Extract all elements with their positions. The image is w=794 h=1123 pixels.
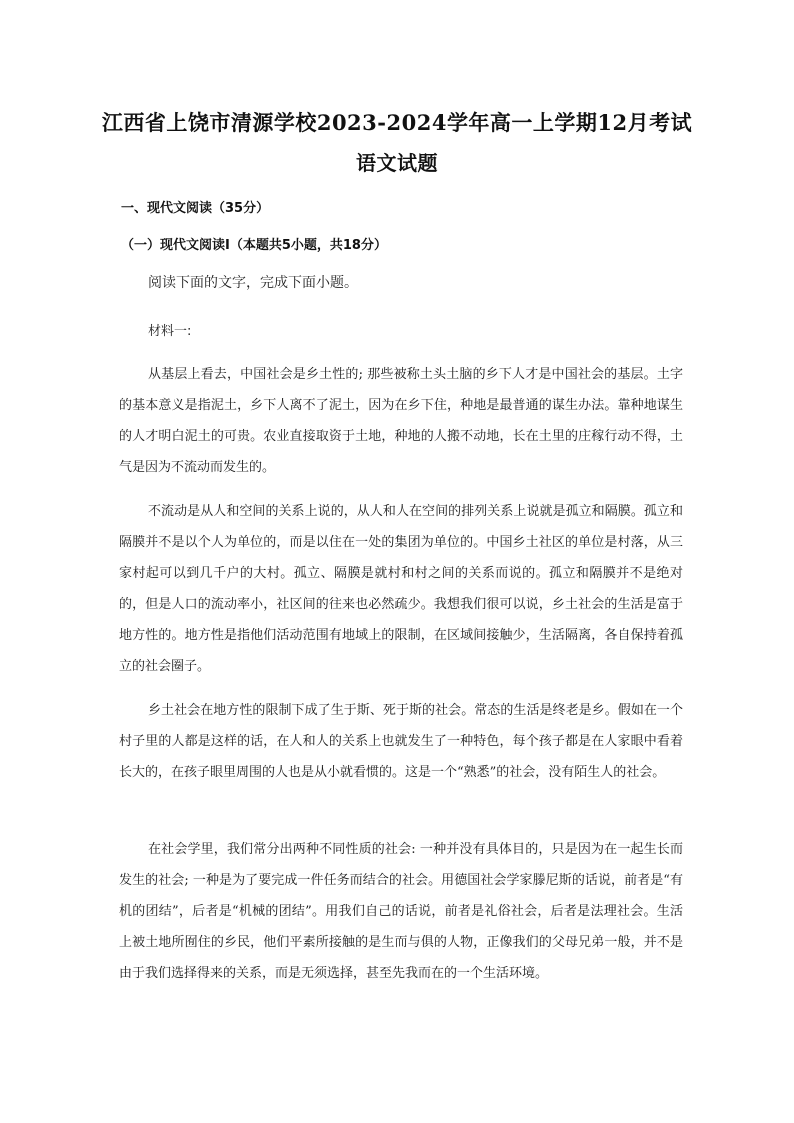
material-label: 材料一: [148,324,192,339]
passage-paragraph: 不流动是从人和空间的关系上说的，从人和人在空间的排列关系上说就是孤立和隔膜。孤立和隔膜并不是以个人为单位的，而是以住在一处的集团为单位的。中国乡土社区的单位是村落，从三家村起可以到几千户的大村。孤立、隔膜是就村和村之间的关系而说的。孤立和隔膜并不是绝对的，但是人口的流动率小，社区间的往来也必然疏少。我想我们很可以说，乡土社会的生活是富于地方性的。地方性是指他们活动范围有地域上的限制，在区域间接触少，生活隔离，各自保持着孤立的社会圈子。 [119,504,683,674]
section-heading: 一、现代文阅读（35分） [121,201,270,216]
exam-title: 江西省上饶市清源学校2023-2024学年高一上学期12月考试 [101,110,693,135]
passage-paragraph: 在社会学里，我们常分出两种不同性质的社会: 一种并没有具体目的，只是因为在一起生长而发生的社会; 一种是为了要完成一件任务而结合的社会。用德国社会学家滕尼斯的话说，前者是“有机的团结”，后者是“机械的团结”。用我们自己的话说，前者是礼俗社会，后者是法理社会。生活上被土地所囿住的乡民，他们平素所接触的是生而与俱的人物，正像我们的父母兄弟一般，并不是由于我们选择得来的关系，而是无须选择，甚至先我而在的一个生活环境。 [119,842,683,981]
passage-paragraph: 乡土社会在地方性的限制下成了生于斯、死于斯的社会。常态的生活是终老是乡。假如在一个村子里的人都是这样的话，在人和人的关系上也就发生了一种特色，每个孩子都是在人家眼中看着长大的，在孩子眼里周围的人也是从小就看惯的。这是一个“熟悉”的社会，没有陌生人的社会。 [119,703,683,780]
exam-subject-title: 语文试题 [356,151,438,175]
subsection-heading: （一）现代文阅读Ⅰ（本题共5小题，共18分） [121,238,387,253]
reading-instruction: 阅读下面的文字，完成下面小题。 [148,275,358,291]
passage-paragraph: 从基层上看去，中国社会是乡土性的; 那些被称土头土脑的乡下人才是中国社会的基层。土字的基本意义是指泥土，乡下人离不了泥土，因为在乡下住，种地是最普通的谋生办法。靠种地谋生的人才明白泥土的可贵。农业直接取资于土地，种地的人搬不动地，长在土里的庄稼行动不得，土气是因为不流动而发生的。 [119,367,683,475]
